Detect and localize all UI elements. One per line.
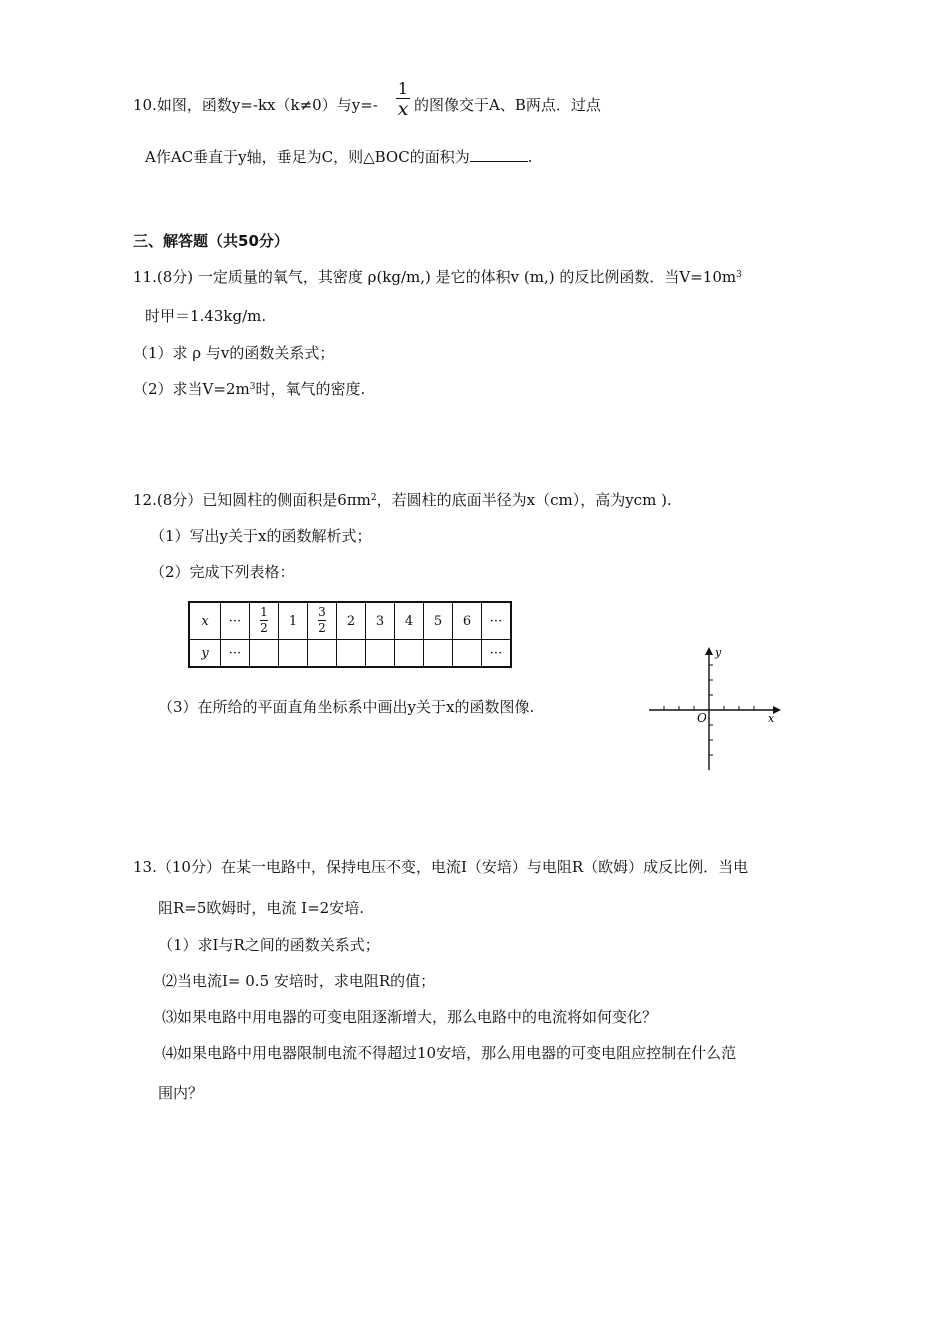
q10-line2 [145, 145, 533, 167]
table-cell-x: 5 [424, 602, 453, 640]
table-cell-y-blank[interactable] [424, 640, 453, 668]
y-axis-arrow [705, 647, 713, 655]
y-axis-label: y [715, 646, 722, 659]
frac-den: 2 [260, 621, 268, 635]
q11-part2 [133, 379, 365, 399]
table-ellipsis: ··· [221, 602, 250, 640]
q13-part4: ⑷如果电路中用电器限制电流不得超过10安培，那么用电器的可变电阻应控制在什么范 [162, 1044, 737, 1062]
table-ellipsis: ··· [482, 640, 512, 668]
frac-den: 2 [318, 621, 326, 635]
q11-part2-sup: 3 [249, 382, 256, 392]
q13-part2: ⑵当电流I= 0.5 安培时，求电阻R的值； [162, 972, 436, 990]
coordinate-axes [645, 645, 785, 775]
table-row-x [189, 602, 511, 640]
table-cell-y-blank[interactable] [366, 640, 395, 668]
q13-line1: 13.（10分）在某一电路中，保持电压不变，电流I（安培）与电阻R（欧姆）成反比例．当电 [133, 858, 749, 876]
table-cell-y-blank[interactable] [308, 640, 337, 668]
table-x-label: x [189, 602, 221, 640]
frac-num: 3 [318, 605, 326, 619]
q11-text-1: 11.(8分) 一定质量的氧气，其密度 ρ(kg/m,) 是它的体积v (m,) 的反比例函数．当V=10m [133, 268, 737, 286]
section3-heading: 三、解答题（共50分） [133, 232, 289, 250]
fraction-three-halves [318, 606, 326, 635]
table-cell-x: 1 [279, 602, 308, 640]
table-cell-x: 3 [366, 602, 395, 640]
q13-part3: ⑶如果电路中用电器的可变电阻逐渐增大，那么电路中的电流将如何变化？ [162, 1008, 658, 1026]
q12-text-b: ，若圆柱的底面半径为x（cm），高为ycm ). [376, 491, 672, 509]
x-axis-label: x [768, 712, 775, 725]
q10-answer-blank[interactable] [470, 145, 528, 162]
table-cell-y-blank[interactable] [453, 640, 482, 668]
q13-part1: （1）求I与R之间的函数关系式； [158, 936, 380, 954]
q11-part2-a: （2）求当V=2m [133, 380, 250, 398]
table-cell-x [308, 602, 337, 640]
origin-label: O [697, 711, 707, 725]
q10-text-a: 10.如图，函数y=-kx（k≠0）与y=- [133, 96, 378, 114]
q11-line2: 时甲＝1.43kg/m. [145, 307, 267, 325]
q11-part1: （1）求 ρ 与v的函数关系式； [133, 344, 335, 362]
q10-frac-numerator: 1 [397, 79, 409, 98]
table-cell-x: 4 [395, 602, 424, 640]
table-cell-y-blank[interactable] [279, 640, 308, 668]
fraction-half [260, 606, 268, 635]
q11-sup: 3 [736, 270, 742, 280]
q10-text-2: A作AC垂直于y轴，垂足为C，则△BOC的面积为 [145, 148, 470, 166]
table-ellipsis: ··· [482, 602, 512, 640]
xy-table [188, 601, 512, 668]
q12-part1: （1）写出y关于x的函数解析式； [150, 527, 372, 545]
q13-part4-cont: 围内？ [158, 1084, 204, 1102]
table-cell-y-blank[interactable] [395, 640, 424, 668]
q10-line1-b [414, 95, 601, 115]
table-y-label: y [189, 640, 221, 668]
table-cell-y-blank[interactable] [337, 640, 366, 668]
q11-part2-b: 时，氧气的密度. [255, 380, 366, 398]
q12-text-a: 12.(8分）已知圆柱的侧面积是6πm [133, 491, 371, 509]
table-row-y [189, 640, 511, 668]
q12-line1 [133, 490, 672, 510]
table-cell-x: 2 [337, 602, 366, 640]
table-ellipsis: ··· [221, 640, 250, 668]
table-cell-x: 6 [453, 602, 482, 640]
table-cell-x [250, 602, 279, 640]
q13-line2: 阻R=5欧姆时，电流 I=2安培. [158, 899, 364, 917]
q12-part2: （2）完成下列表格： [150, 563, 295, 581]
q11-line1 [133, 267, 742, 287]
table-cell-y-blank[interactable] [250, 640, 279, 668]
q10-text-b: 的图像交于A、B两点．过点 [414, 96, 601, 114]
q10-fraction [396, 80, 410, 119]
q12-sup: 2 [370, 493, 377, 503]
q10-period: . [527, 148, 533, 166]
q10-line1 [133, 95, 378, 115]
q12-part3: （3）在所给的平面直角坐标系中画出y关于x的函数图像. [158, 698, 535, 716]
q10-frac-denominator: x [397, 98, 409, 120]
frac-num: 1 [260, 605, 268, 619]
